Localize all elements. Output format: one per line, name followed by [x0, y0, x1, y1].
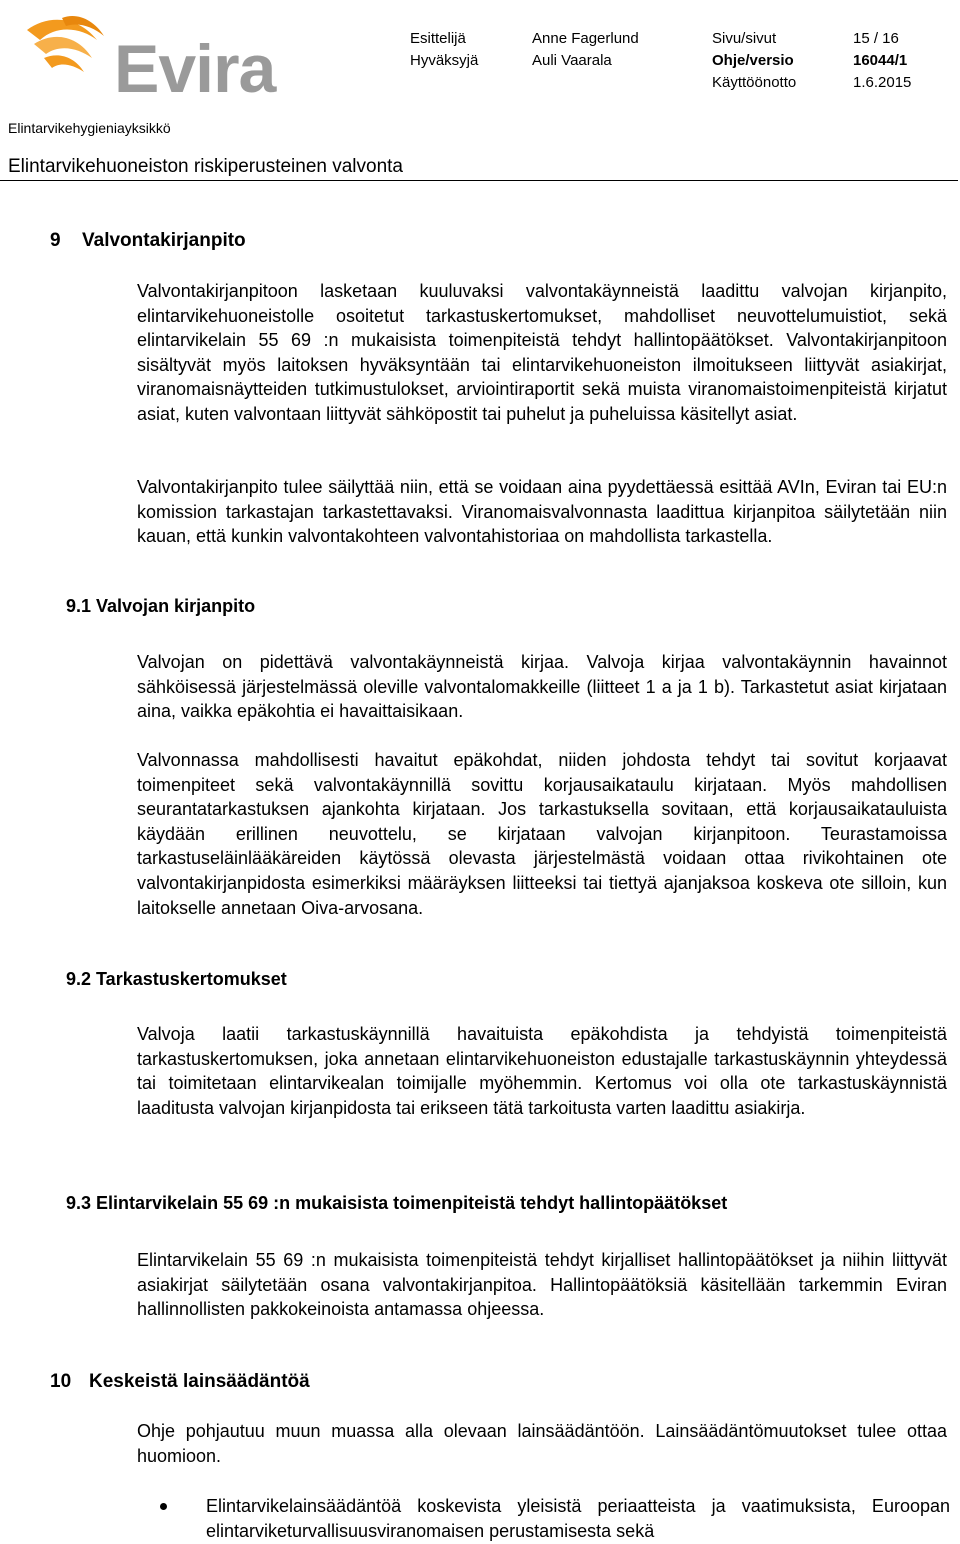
- section-10-paragraph-1: Ohje pohjautuu muun muassa alla olevaan lainsäädäntöön. Lainsäädäntömuutokset tulee ottaa huomioon.: [137, 1421, 947, 1466]
- legislation-list: [160, 1494, 950, 1543]
- section-9-3-paragraph-1: Elintarvikelain 55 69 :n mukaisista toimenpiteistä tehdyt kirjalliset hallintopäätökset ja niihin liittyvät asiakirjat säilytetään osana valvontakirjanpitoa. Hallintopäätöksiä käsitellään tarkemmin Eviran hallinnollisten pakkokeinoista antamassa ohjeessa.: [137, 1250, 947, 1320]
- section-9-heading: [50, 230, 246, 252]
- department-name: Elintarvikehygieniayksikkö: [8, 120, 171, 136]
- evira-logo: [22, 10, 282, 107]
- section-9-paragraph-2: Valvontakirjanpito tulee säilyttää niin, että se voidaan aina pyydettäessä esittää AVIn, Eviran tai EU:n komission tarkastajan tarkastettavaksi. Viranomaisvalvonnasta laadittua kirjanpitoa säilytetään niin kauan, että kunkin valvontakohteen valvontahistoriaa on mahdollista tarkastella.: [137, 477, 947, 547]
- hyvaksyja-value: Auli Vaarala: [532, 52, 612, 69]
- kayttoonotto-value: 1.6.2015: [853, 74, 912, 91]
- kayttoonotto-label: Käyttöönotto: [712, 74, 797, 91]
- esittelija-value: Anne Fagerlund: [532, 30, 639, 47]
- section-9-3-heading: 9.3 Elintarvikelain 55 69 :n mukaisista toimenpiteistä tehdyt hallintopäätökset: [66, 1193, 728, 1213]
- evira-swirl-icon: [22, 10, 112, 90]
- sivu-value: 15 / 16: [853, 30, 899, 47]
- section-10-heading: [50, 1371, 310, 1393]
- hyvaksyja-label: Hyväksyjä: [410, 52, 479, 69]
- section-9-1-paragraph-2: Valvonnassa mahdollisesti havaitut epäkohdat, niiden johdosta tehdyt tai sovitut korjaavat toimenpiteet sekä valvontakäynnillä sovittu korjausaikataulu kirjataan. Myös mahdollisen seurantatarkastuksen ajankohta kirjataan. Jos tarkastuksella sovitaan, että korjausaikatauluista käydään erillinen neuvottelu, se kirjataan valvojan kirjanpitoon. Teurastamoissa tarkastuseläinlääkäreiden käytössä olevasta järjestelmästä voidaan ottaa rivikohtainen ote valvontakirjanpidosta esimerkiksi määräyksen liitteeksi tai tiettyä ajanjaksoa koskeva ote silloin, kun laitokselle annetaan Oiva-arvosana.: [137, 750, 947, 918]
- header-divider: [0, 180, 958, 181]
- section-9-title: Valvontakirjanpito: [82, 230, 246, 251]
- section-9-2-paragraph-1: Valvoja laatii tarkastuskäynnillä havaituista epäkohdista ja tehdyistä toimenpiteistä tarkastuskertomuksen, joka annetaan elintarvikehuoneiston edustajalle tarkastuskäynnin yhteydessä tai toimitetaan elintarvikealan toimijalle myöhemmin. Kertomus voi olla ote tarkastuskäynnistä laaditusta valvojan kirjanpidosta tai erikseen tätä tarkoitusta varten laadittu asiakirja.: [137, 1024, 947, 1118]
- logo-wordmark: Evira: [114, 31, 276, 107]
- section-9-number: 9: [50, 230, 61, 251]
- bullet-icon: [160, 1503, 167, 1510]
- list-item-text: Elintarvikelainsäädäntöä koskevista yleisistä periaatteista ja vaatimuksista, Euroopan elintarviketurvallisuusviranomaisen perustamisesta sekä: [206, 1496, 950, 1541]
- section-9-1-paragraph-1: Valvojan on pidettävä valvontakäynneistä kirjaa. Valvoja kirjaa valvontakäynnin havainnot sähköisessä järjestelmässä oleville valvontalomakkeille (liitteet 1 a ja 1 b). Tarkastetut asiat kirjataan aina, vaikka epäkohtia ei havaittaisikaan.: [137, 652, 947, 722]
- esittelija-label: Esittelijä: [410, 30, 466, 47]
- section-9-2-heading: 9.2 Tarkastuskertomukset: [66, 969, 287, 989]
- section-9-paragraph-1: Valvontakirjanpitoon lasketaan kuuluvaksi valvontakäynneistä laadittu valvojan kirjanpito, elintarvikehuoneistolle osoitetut tarkastuskertomukset, mahdolliset neuvottelumuistiot, sekä elintarvikelain 55 69 :n mukaisista toimenpiteistä tehdyt hallintopäätökset. Valvontakirjanpitoon sisältyvät myös laitoksen hyväksyntään tai elintarvikehuoneiston ilmoitukseen liittyvät asiakirjat, viranomaisnäytteiden tutkimustulokset, arviointiraportit sekä muista viranomaistoimenpiteistä kirjatut asiat, kuten valvontaan liittyvät sähköpostit tai puhelut ja puheluissa käsitellyt asiat.: [137, 281, 947, 424]
- sivu-label: Sivu/sivut: [712, 30, 777, 47]
- list-item: [160, 1494, 950, 1543]
- section-9-1-heading: 9.1 Valvojan kirjanpito: [66, 596, 256, 616]
- section-10-number: 10: [50, 1371, 72, 1392]
- document-title: Elintarvikehuoneiston riskiperusteinen valvonta: [8, 156, 404, 177]
- section-10-title: Keskeistä lainsäädäntöä: [89, 1371, 310, 1392]
- ohje-value: 16044/1: [853, 52, 908, 69]
- ohje-label: Ohje/versio: [712, 52, 794, 69]
